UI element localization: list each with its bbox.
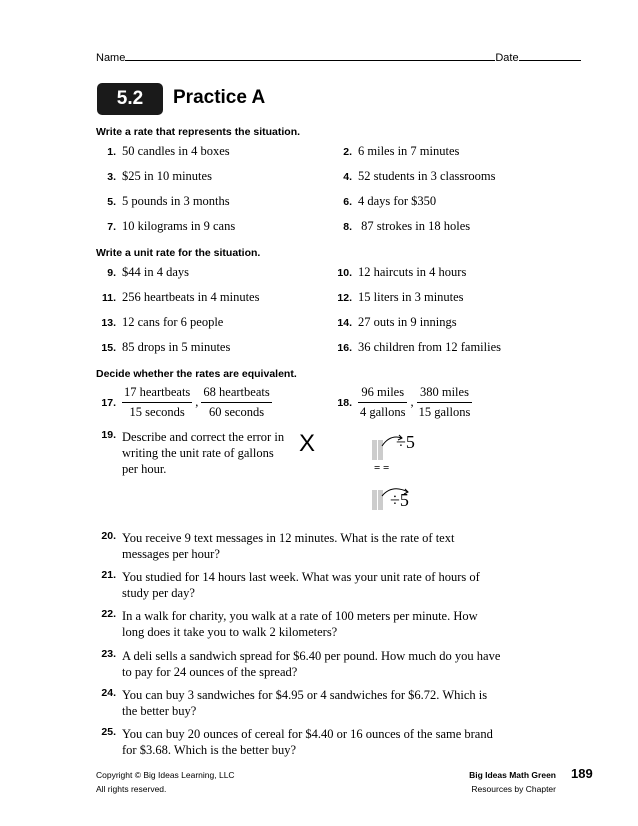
denominator: 4 gallons [360, 405, 406, 419]
problem-14 [332, 315, 457, 330]
page-title: Practice A [173, 87, 266, 108]
problem-text: 4 days for $350 [358, 194, 437, 208]
problem-number: 4. [343, 171, 352, 183]
problem-text: You studied for 14 hours last week. What was your unit rate of hours of study per day? [122, 570, 480, 600]
problem-10 [332, 265, 466, 280]
error-work-figure [368, 432, 428, 522]
comma: , [410, 395, 414, 409]
problem-text: You can buy 20 ounces of cereal for $4.40 or 16 ounces of the same brand for $3.68. Which is the better buy? [122, 727, 493, 757]
footer-copyright [96, 768, 235, 796]
section-heading-equivalent: Decide whether the rates are equivalent. [96, 368, 297, 380]
problem-number: 22. [101, 608, 116, 620]
fraction [417, 385, 473, 420]
problem-number: 14. [337, 317, 352, 329]
name-date-line [96, 52, 581, 64]
problem-number: 15. [101, 342, 116, 354]
problem-text: 6 miles in 7 minutes [358, 144, 460, 158]
problem-16 [332, 340, 501, 355]
problem-number: 20. [101, 530, 116, 542]
problem-number: 3. [107, 171, 116, 183]
problem-number: 9. [107, 267, 116, 279]
problem-11 [96, 290, 259, 305]
problem-number: 5. [107, 196, 116, 208]
problem-4 [332, 169, 496, 184]
problem-number: 18. [337, 396, 352, 409]
problem-20 [96, 530, 482, 562]
fraction [358, 385, 407, 420]
problem-number: 8. [343, 221, 352, 233]
fraction [201, 385, 271, 420]
problem-number: 21. [101, 569, 116, 581]
fraction [122, 385, 192, 420]
problem-number: 13. [101, 317, 116, 329]
problem-5 [96, 194, 230, 209]
resources-text: Resources by Chapter [471, 784, 556, 794]
problem-text: You receive 9 text messages in 12 minutes. What is the rate of text messages per hour? [122, 531, 455, 561]
numerator: 96 miles [358, 385, 407, 403]
problem-text: 50 candles in 4 boxes [122, 144, 230, 158]
problem-6 [332, 194, 436, 209]
problem-13 [96, 315, 223, 330]
section-heading-unit-rates: Write a unit rate for the situation. [96, 247, 261, 259]
problem-number: 16. [337, 342, 352, 354]
problem-text: 12 cans for 6 people [122, 315, 224, 329]
problem-9 [96, 265, 189, 280]
page-number: 189 [571, 766, 593, 781]
problem-25 [96, 726, 507, 758]
problem-text: Describe and correct the error in writing the unit rate of gallons per hour. [122, 430, 285, 476]
date-label: Date [495, 52, 519, 64]
problem-12 [332, 290, 464, 305]
problem-text: You can buy 3 sandwiches for $4.95 or 4 sandwiches for $6.72. Which is the better buy? [122, 688, 488, 718]
denominator: 15 gallons [418, 405, 471, 419]
problem-text: 12 haircuts in 4 hours [358, 265, 467, 279]
section-heading-rates: Write a rate that represents the situation. [96, 126, 301, 138]
divide-by-5-bottom: ÷5 [390, 490, 409, 510]
problem-number: 17. [101, 396, 116, 409]
problem-text: 5 pounds in 3 months [122, 194, 230, 208]
problem-number: 25. [101, 726, 116, 738]
problem-text: 15 liters in 3 minutes [358, 290, 464, 304]
numerator: 380 miles [417, 385, 473, 403]
problem-number: 1. [107, 146, 116, 158]
problem-text: 256 heartbeats in 4 minutes [122, 290, 260, 304]
problem-2 [332, 144, 459, 159]
problem-text: 87 strokes in 18 holes [358, 219, 471, 233]
problem-text: 10 kilograms in 9 cans [122, 219, 236, 233]
problem-text: 36 children from 12 families [358, 340, 502, 354]
copyright-text: Copyright © Big Ideas Learning, LLC [96, 770, 235, 780]
problem-text: In a walk for charity, you walk at a rate of 100 meters per minute. How long does it take you to walk 2 kilometers? [122, 609, 478, 639]
problem-19 [96, 429, 292, 477]
divide-by-5-top: ÷5 [396, 432, 415, 452]
problem-17 [96, 385, 272, 420]
problem-number: 24. [101, 687, 116, 699]
problem-number: 2. [343, 146, 352, 158]
problem-text: 52 students in 3 classrooms [358, 169, 496, 183]
problem-15 [96, 340, 230, 355]
book-title: Big Ideas Math Green [469, 770, 556, 780]
problem-8 [332, 219, 470, 234]
problem-3 [96, 169, 212, 184]
problem-text: 85 drops in 5 minutes [122, 340, 231, 354]
problem-23 [96, 648, 502, 680]
problem-18 [332, 385, 472, 420]
problem-number: 7. [107, 221, 116, 233]
problem-number: 12. [337, 292, 352, 304]
equals-sign: = = [374, 462, 390, 474]
problem-text: $25 in 10 minutes [122, 169, 212, 183]
denominator: 60 seconds [208, 405, 265, 419]
name-label: Name [96, 52, 126, 64]
denominator: 15 seconds [129, 405, 185, 419]
problem-21 [96, 569, 492, 601]
problem-number: 11. [101, 292, 116, 304]
problem-24 [96, 687, 502, 719]
lesson-badge: 5.2 [97, 83, 163, 115]
rights-text: All rights reserved. [96, 784, 167, 794]
problem-number: 19. [101, 429, 116, 441]
numerator: 17 heartbeats [122, 385, 192, 403]
problem-text: 27 outs in 9 innings [358, 315, 457, 329]
problem-7 [96, 219, 235, 234]
problem-22 [96, 608, 497, 640]
problem-text: A deli sells a sandwich spread for $6.40 per pound. How much do you have to pay for 24 ounces of the spread? [122, 649, 501, 679]
footer-book [440, 768, 556, 796]
problem-number: 23. [101, 648, 116, 660]
problem-number: 6. [343, 196, 352, 208]
problem-number: 10. [337, 267, 352, 279]
problem-text: $44 in 4 days [122, 265, 190, 279]
comma: , [195, 395, 199, 409]
error-x-icon: X [299, 430, 316, 457]
numerator: 68 heartbeats [201, 385, 271, 403]
problem-1 [96, 144, 230, 159]
